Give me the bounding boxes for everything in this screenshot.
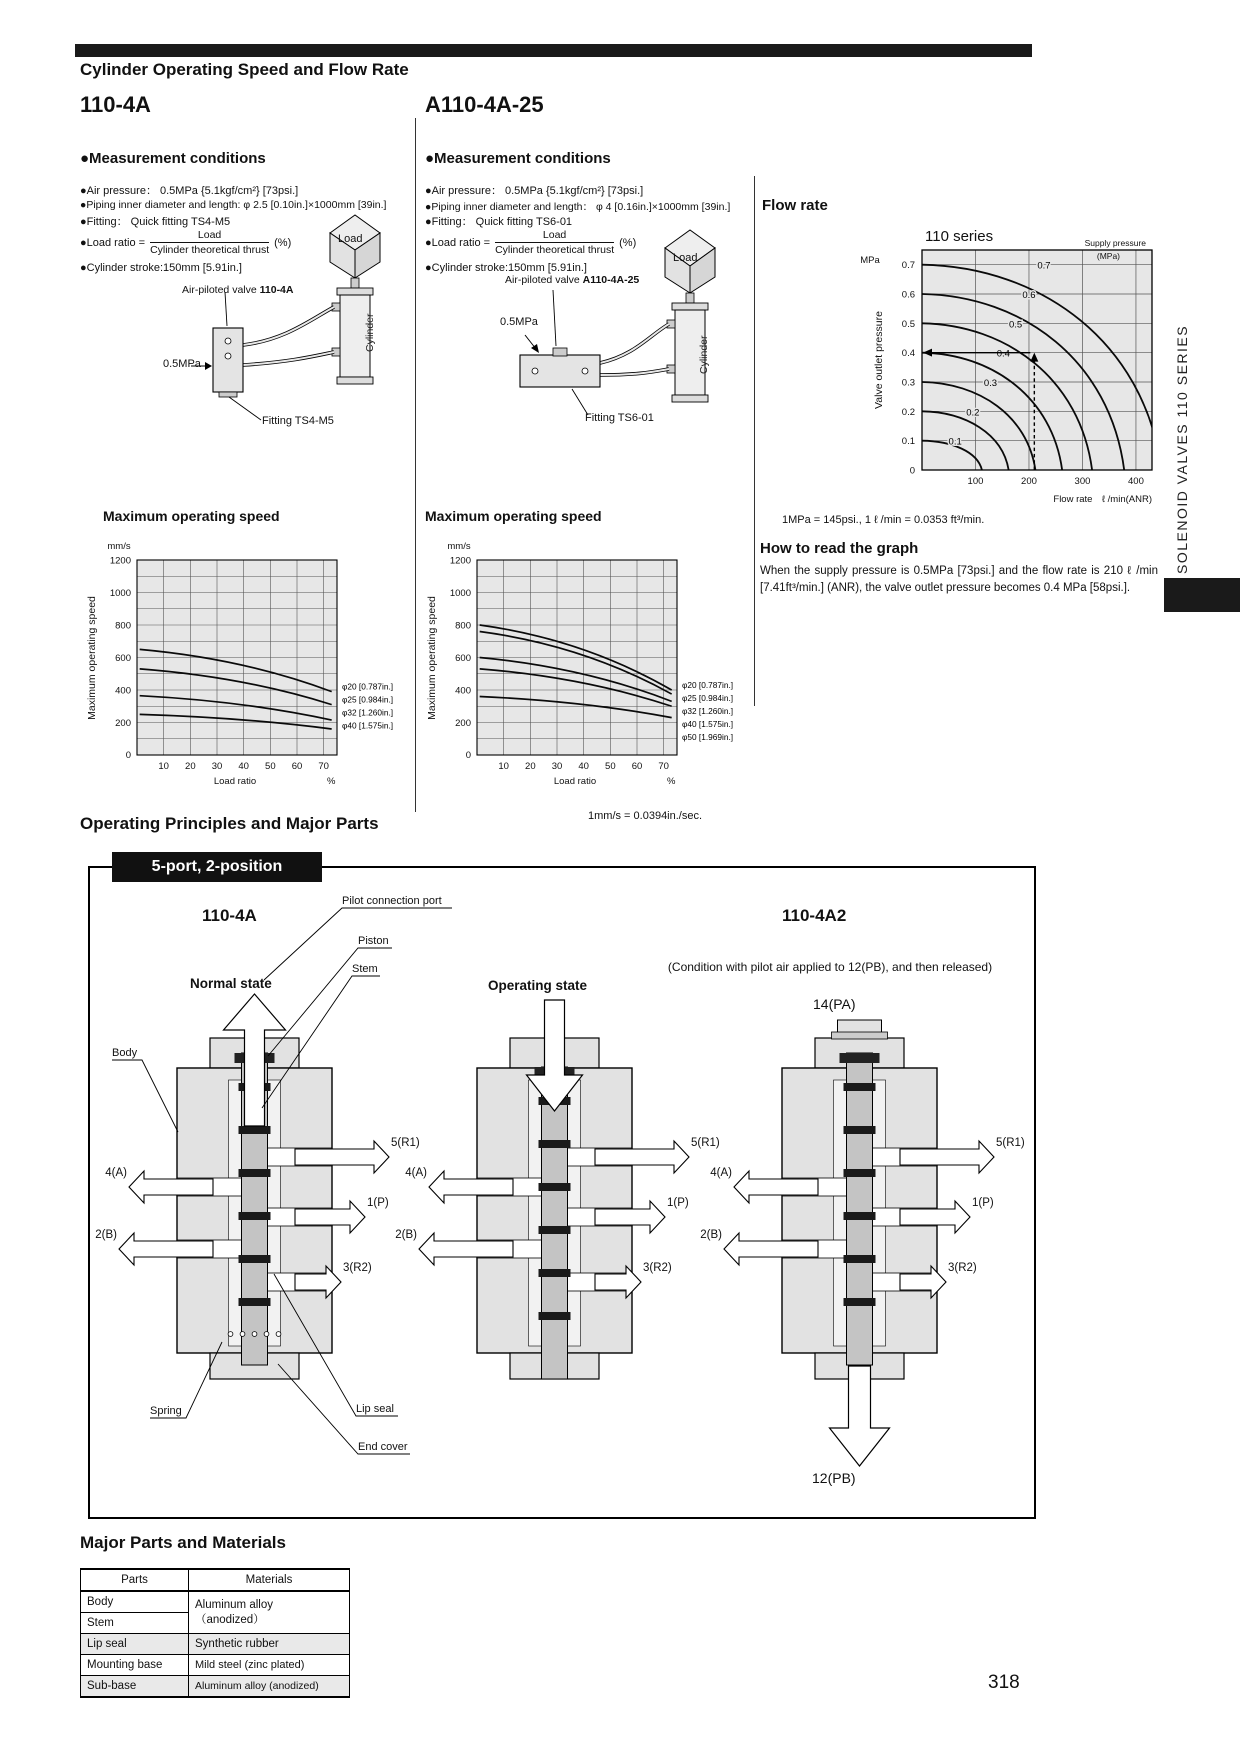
svg-text:φ32 [1.260in.]: φ32 [1.260in.] <box>342 707 394 718</box>
svg-text:1200: 1200 <box>449 555 471 567</box>
d1-port-1P: 1(P) <box>367 1197 389 1209</box>
svg-text:40: 40 <box>238 761 249 772</box>
svg-text:φ40 [1.575in.]: φ40 [1.575in.] <box>682 719 734 729</box>
speed-conversion-note: 1mm/s = 0.0394in./sec. <box>588 810 703 822</box>
fitting-label-col2: Fitting TS6-01 <box>585 412 654 424</box>
load-ratio-prefix: ●Load ratio = <box>80 236 146 249</box>
speed-heading-col2: Maximum operating speed <box>425 508 602 524</box>
materials-heading: Major Parts and Materials <box>80 1533 286 1552</box>
svg-text:φ20 [0.787in.]: φ20 [0.787in.] <box>682 680 734 690</box>
svg-text:70: 70 <box>658 761 669 772</box>
valve-caption-model-col1: 110-4A <box>259 284 294 296</box>
d1-piston-label: Piston <box>358 935 389 947</box>
svg-text:800: 800 <box>455 620 471 632</box>
svg-text:30: 30 <box>211 761 223 772</box>
cond-piping-col1: ●Piping inner diameter and length: φ 2.5 [0.10in.]×1000mm [39in.] <box>80 199 387 211</box>
model-heading-110-4A: 110-4A <box>80 92 151 117</box>
svg-text:φ50 [1.969in.]: φ50 [1.969in.] <box>682 732 734 742</box>
load-ratio-numerator-2: Load <box>542 229 567 241</box>
fitting-label-col1: Fitting TS4-M5 <box>262 415 334 427</box>
svg-text:0.3: 0.3 <box>901 377 915 389</box>
valve-caption-col1 <box>182 284 293 296</box>
cond-stroke-col2: ●Cylinder stroke:150mm [5.91in.] <box>425 262 587 274</box>
flow-x-label: Flow rate ℓ /min(ANR) <box>1053 494 1152 505</box>
d1-port-3R2: 3(R2) <box>343 1262 372 1274</box>
part-body: Body <box>81 1591 189 1613</box>
d1-model: 110-4A <box>202 906 257 925</box>
svg-text:φ40 [1.575in.]: φ40 [1.575in.] <box>342 720 394 731</box>
cond-stroke-col1: ●Cylinder stroke:150mm [5.91in.] <box>80 262 242 274</box>
flow-y-unit: MPa <box>860 255 880 266</box>
speed2-y-unit: mm/s <box>447 541 471 552</box>
svg-text:20: 20 <box>525 761 536 772</box>
d2-port-3R2: 3(R2) <box>643 1262 672 1274</box>
d3-port-2B: 2(B) <box>700 1229 722 1241</box>
svg-text:60: 60 <box>631 761 643 772</box>
cond-air-col2: ●Air pressure： 0.5MPa {5.1kgf/cm²} [73psi.] <box>425 185 644 197</box>
svg-text:0.7: 0.7 <box>1037 260 1051 272</box>
meas-heading-col2: ●Measurement conditions <box>425 150 611 167</box>
svg-text:400: 400 <box>1128 476 1144 487</box>
part-lip-seal: Lip seal <box>81 1634 189 1655</box>
d2-state-label: Operating state <box>488 978 588 993</box>
speed2-x-label: Load ratio <box>553 776 597 787</box>
svg-text:φ32 [1.260in.]: φ32 [1.260in.] <box>682 706 734 716</box>
svg-text:60: 60 <box>291 761 303 772</box>
svg-text:400: 400 <box>115 685 131 697</box>
d3-port-1P: 1(P) <box>972 1197 994 1209</box>
principles-box <box>88 858 1036 1519</box>
d3-port-3R2: 3(R2) <box>948 1262 977 1274</box>
d3-model: 110-4A2 <box>782 906 847 925</box>
svg-text:0.1: 0.1 <box>948 436 962 448</box>
d2-port-4A: 4(A) <box>405 1167 427 1179</box>
part-mounting-base: Mounting base <box>81 1655 189 1676</box>
part-sub-base: Sub-base <box>81 1676 189 1698</box>
flow-y-label: Valve outlet pressure <box>873 311 885 409</box>
side-tab-block <box>1164 578 1240 612</box>
d3-top-port-14PA: 14(PA) <box>813 996 856 1012</box>
load-label-col2: Load <box>673 252 698 264</box>
speed-heading-col1: Maximum operating speed <box>103 508 280 524</box>
svg-text:1000: 1000 <box>449 588 471 599</box>
d1-port-5R1: 5(R1) <box>391 1137 420 1149</box>
svg-text:50: 50 <box>605 761 616 772</box>
speed1-y-label: Maximum operating speed <box>86 596 98 720</box>
load-ratio-unit-2: (%) <box>619 236 637 249</box>
flow-rate-chart <box>830 230 1160 520</box>
d3-bottom-port-12PB: 12(PB) <box>812 1470 856 1486</box>
mat-body-stem-line1: Aluminum alloy <box>195 1598 273 1611</box>
table-row <box>81 1676 350 1698</box>
svg-text:0.1: 0.1 <box>901 436 915 448</box>
table-row <box>81 1655 350 1676</box>
speed1-x-unit: % <box>327 776 336 787</box>
cond-fitting-col1: ●Fitting： Quick fitting TS4-M5 <box>80 216 231 228</box>
svg-text:0.6: 0.6 <box>1022 290 1036 301</box>
svg-text:300: 300 <box>1074 476 1091 487</box>
svg-text:0.2: 0.2 <box>901 406 915 418</box>
flow-unit-note: 1MPa = 145psi., 1 ℓ /min = 0.0353 ft³/min. <box>782 514 985 526</box>
valve-caption-model-col2: A110-4A-25 <box>582 274 640 286</box>
load-ratio-unit: (%) <box>274 236 292 249</box>
mat-body-stem-line2: （anodized） <box>195 1613 265 1626</box>
d3-condition: (Condition with pilot air applied to 12(PB), and then released) <box>667 960 993 974</box>
svg-text:10: 10 <box>498 761 509 772</box>
svg-text:100: 100 <box>967 476 984 487</box>
svg-text:Supply pressure: Supply pressure <box>1084 238 1146 248</box>
mat-body-stem <box>189 1591 350 1634</box>
svg-text:0.6: 0.6 <box>901 289 915 301</box>
table-row <box>81 1634 350 1655</box>
how-to-read-body: When the supply pressure is 0.5MPa [73psi.] and the flow rate is 210 ℓ /min [7.41ft³/min.] (ANR), the valve outlet pressure becomes 0.4 MPa [58psi.]. <box>760 565 1158 594</box>
svg-text:600: 600 <box>115 653 131 664</box>
mat-sub-base: Aluminum alloy (anodized) <box>189 1676 350 1698</box>
svg-text:0.4: 0.4 <box>901 348 915 360</box>
svg-text:0.2: 0.2 <box>966 407 980 419</box>
speed1-x-label: Load ratio <box>213 776 257 787</box>
section-title: Cylinder Operating Speed and Flow Rate <box>80 60 409 79</box>
d1-lip-seal-label: Lip seal <box>356 1403 394 1415</box>
svg-text:30: 30 <box>551 761 563 772</box>
speed1-y-unit: mm/s <box>107 541 131 552</box>
svg-text:10: 10 <box>158 761 169 772</box>
svg-text:φ25 [0.984in.]: φ25 [0.984in.] <box>342 694 394 705</box>
load-ratio-numerator: Load <box>197 229 222 241</box>
speed-chart-110-4A <box>85 533 415 798</box>
svg-text:600: 600 <box>455 653 471 664</box>
svg-text:50: 50 <box>265 761 276 772</box>
d1-port-4A: 4(A) <box>105 1167 127 1179</box>
principles-tab: 5-port, 2-position <box>112 852 322 882</box>
materials-header-row <box>81 1569 350 1591</box>
svg-text:70: 70 <box>318 761 329 772</box>
page-number: 318 <box>988 1672 1020 1693</box>
cond-air-col1: ●Air pressure： 0.5MPa {5.1kgf/cm²} [73psi.] <box>80 185 299 197</box>
d1-spring-label: Spring <box>150 1405 182 1417</box>
load-ratio-prefix-2: ●Load ratio = <box>425 236 491 249</box>
svg-text:0: 0 <box>465 750 471 761</box>
materials-col-materials: Materials <box>189 1569 350 1591</box>
d1-stem-label: Stem <box>352 963 378 975</box>
speed2-y-label: Maximum operating speed <box>426 596 438 720</box>
svg-text:1000: 1000 <box>109 588 131 599</box>
top-rule-bar <box>75 44 1032 57</box>
meas-heading-col1: ●Measurement conditions <box>80 150 266 167</box>
d1-body-label: Body <box>112 1047 138 1059</box>
speed-chart-A110-4A-25 <box>425 533 755 798</box>
materials-table <box>80 1568 350 1698</box>
mat-lip-seal: Synthetic rubber <box>189 1634 350 1655</box>
svg-text:φ25 [0.984in.]: φ25 [0.984in.] <box>682 693 734 703</box>
part-stem: Stem <box>81 1613 189 1634</box>
svg-text:800: 800 <box>115 620 131 632</box>
svg-text:200: 200 <box>1021 476 1037 487</box>
column-divider-left <box>415 118 416 812</box>
load-ratio-denominator: Cylinder theoretical thrust <box>150 244 270 256</box>
d1-pilot-label: Pilot connection port <box>342 895 442 907</box>
flow-chart-title: 110 series <box>925 228 994 245</box>
cylinder-label-col1: Cylinder <box>364 313 376 352</box>
d3-port-5R1: 5(R1) <box>996 1137 1025 1149</box>
cylinder-label-col2: Cylinder <box>698 335 710 374</box>
how-to-read-heading: How to read the graph <box>760 540 919 557</box>
flow-heading: Flow rate <box>762 197 828 214</box>
materials-col-parts: Parts <box>81 1569 189 1591</box>
cond-piping-col2: ●Piping inner diameter and length： φ 4 [0.16in.]×1000mm [39in.] <box>425 201 731 213</box>
speed2-x-unit: % <box>667 776 676 787</box>
svg-text:200: 200 <box>115 718 131 729</box>
valve-caption-prefix-col1: Air-piloted valve <box>182 284 260 296</box>
model-heading-A110-4A-25: A110-4A-25 <box>425 92 544 117</box>
svg-text:0.7: 0.7 <box>901 260 915 272</box>
svg-text:400: 400 <box>455 685 471 697</box>
mat-mounting-base: Mild steel (zinc plated) <box>189 1655 350 1676</box>
svg-text:0.3: 0.3 <box>983 378 998 389</box>
d1-state-label: Normal state <box>190 976 272 991</box>
d1-end-cover-label: End cover <box>358 1441 408 1453</box>
side-tab-text: SOLENOID VALVES 110 SERIES <box>1174 324 1190 574</box>
svg-text:200: 200 <box>455 718 471 729</box>
pressure-label-col1: 0.5MPa <box>163 358 201 370</box>
svg-text:(MPa): (MPa) <box>1096 251 1120 261</box>
svg-text:40: 40 <box>578 761 589 772</box>
svg-text:φ20 [0.787in.]: φ20 [0.787in.] <box>342 681 394 692</box>
d2-port-2B: 2(B) <box>395 1229 417 1241</box>
svg-text:0: 0 <box>125 750 131 761</box>
table-row <box>81 1591 350 1613</box>
svg-text:0.4: 0.4 <box>996 348 1010 360</box>
pressure-label-col2: 0.5MPa <box>500 316 538 328</box>
cond-fitting-col2: ●Fitting： Quick fitting TS6-01 <box>425 216 573 228</box>
svg-text:20: 20 <box>185 761 196 772</box>
d2-port-1P: 1(P) <box>667 1197 689 1209</box>
valve-caption-col2 <box>505 274 639 286</box>
svg-text:0.5: 0.5 <box>1008 319 1023 331</box>
d2-port-5R1: 5(R1) <box>691 1137 720 1149</box>
d1-port-2B: 2(B) <box>95 1229 117 1241</box>
valve-caption-prefix-col2: Air-piloted valve <box>505 274 583 286</box>
svg-text:0.5: 0.5 <box>901 318 915 330</box>
principles-heading: Operating Principles and Major Parts <box>80 814 379 833</box>
load-label-col1: Load <box>338 233 363 245</box>
svg-text:1200: 1200 <box>109 555 131 567</box>
load-ratio-denominator-2: Cylinder theoretical thrust <box>495 244 615 256</box>
svg-text:0: 0 <box>909 465 915 477</box>
d3-port-4A: 4(A) <box>710 1167 732 1179</box>
